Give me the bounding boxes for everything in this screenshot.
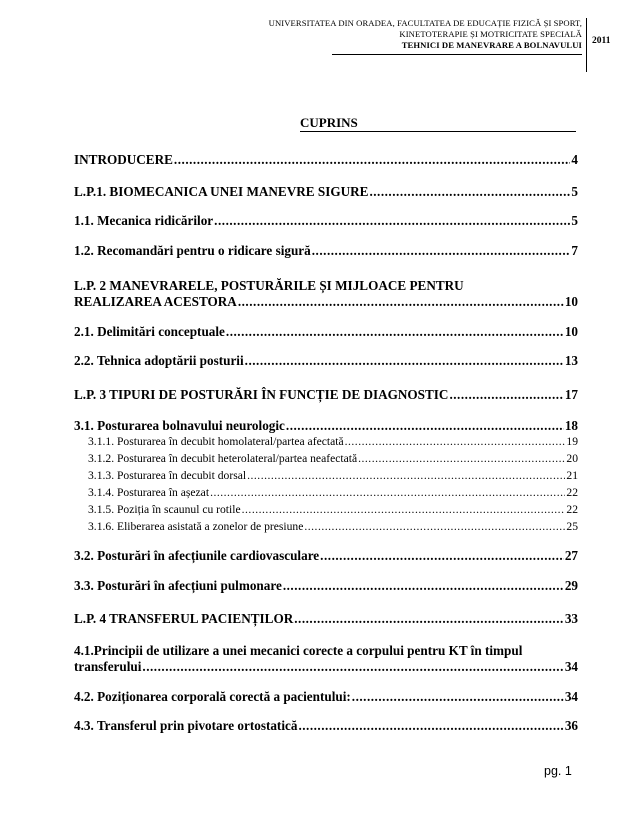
toc-entry-label: 3.1.2. Posturarea în decubit heterolateral/partea neafectată <box>88 452 358 465</box>
toc-leader-dots <box>174 152 570 168</box>
toc-leader-dots <box>210 486 565 500</box>
toc-leader-dots <box>352 689 564 705</box>
toc-entry-page: 4 <box>571 152 578 167</box>
toc-leader-dots <box>304 520 565 534</box>
toc-entry-1-2[interactable] <box>74 243 578 259</box>
toc-entry-label: INTRODUCERE <box>74 152 173 167</box>
toc-entry-2-2[interactable] <box>74 353 578 369</box>
toc-entry-3-1-2[interactable] <box>88 452 578 466</box>
toc-entry-page: 20 <box>566 452 578 465</box>
header-year-divider <box>586 18 587 72</box>
toc-entry-label: 3.1.6. Eliberarea asistată a zonelor de presiune <box>88 520 304 533</box>
toc-entry-4-3[interactable] <box>74 718 578 734</box>
header-line-1: UNIVERSITATEA DIN ORADEA, FACULTATEA DE EDUCAȚIE FIZICĂ ȘI SPORT, <box>268 18 582 28</box>
toc-entry-page: 34 <box>564 659 578 674</box>
toc-entry-3-1-5[interactable] <box>88 503 578 517</box>
toc-entry-3-1-6[interactable] <box>88 520 578 534</box>
toc-leader-dots <box>358 452 565 466</box>
toc-leader-dots <box>214 213 570 229</box>
toc-leader-dots <box>142 659 563 675</box>
toc-entry-label: 2.1. Delimitări conceptuale <box>74 324 225 339</box>
toc-entry-label-line1: 4.1.Principii de utilizare a unei mecanici corecte a corpului pentru KT în timpul <box>74 643 523 658</box>
toc-entry-page: 27 <box>564 548 578 563</box>
toc-entry-lp4[interactable] <box>74 611 578 627</box>
toc-entry-page: 29 <box>564 578 578 593</box>
toc-entry-page: 33 <box>564 611 578 626</box>
toc-entry-label: 3.1. Posturarea bolnavului neurologic <box>74 418 285 433</box>
header-year: 2011 <box>592 36 611 46</box>
toc-entry-label: 3.1.4. Posturarea în așezat <box>88 486 210 499</box>
toc-entry-label-line1: L.P. 2 MANEVRARELE, POSTURĂRILE ȘI MIJLOACE PENTRU <box>74 278 464 293</box>
toc-entry-page: 10 <box>564 294 578 309</box>
toc-entry-4-1[interactable] <box>74 643 578 677</box>
toc-entry-page: 13 <box>564 353 578 368</box>
toc-leader-dots <box>283 578 564 594</box>
toc-leader-dots <box>294 611 564 627</box>
toc-entry-page: 22 <box>566 486 578 499</box>
toc-entry-2-1[interactable] <box>74 324 578 340</box>
toc-entry-3-2[interactable] <box>74 548 578 564</box>
toc-entry-page: 34 <box>564 689 578 704</box>
toc-entry-page: 10 <box>564 324 578 339</box>
toc-entry-page: 18 <box>564 418 578 433</box>
toc-entry-3-1-3[interactable] <box>88 469 578 483</box>
toc-leader-dots <box>245 353 564 369</box>
toc-entry-lp1[interactable] <box>74 184 578 200</box>
toc-entry-label: L.P. 4 TRANSFERUL PACIENȚILOR <box>74 611 294 626</box>
toc-leader-dots <box>312 243 571 259</box>
toc-leader-dots <box>242 503 566 517</box>
toc-leader-dots <box>298 718 563 734</box>
toc-entry-label: 3.1.3. Posturarea în decubit dorsal <box>88 469 247 482</box>
toc-entry-3-1-1[interactable] <box>88 435 578 449</box>
toc-entry-3-1[interactable] <box>74 418 578 434</box>
toc-entry-label: 1.2. Recomandări pentru o ridicare sigură <box>74 243 311 258</box>
page-number: pg. 1 <box>544 764 572 778</box>
toc-entry-4-2[interactable] <box>74 689 578 705</box>
toc-leader-dots <box>238 294 564 310</box>
toc-entry-introducere[interactable] <box>74 152 578 168</box>
toc-entry-label: 1.1. Mecanica ridicărilor <box>74 213 214 228</box>
toc-leader-dots <box>345 435 566 449</box>
toc-entry-page: 36 <box>564 718 578 733</box>
toc-entry-page: 22 <box>566 503 578 516</box>
toc-entry-label: 4.2. Poziționarea corporală corectă a pacientului: <box>74 689 351 704</box>
toc-leader-dots <box>226 324 564 340</box>
toc-entry-page: 17 <box>564 387 578 402</box>
toc-entry-3-3[interactable] <box>74 578 578 594</box>
toc-leader-dots <box>369 184 570 200</box>
toc-entry-label: 3.1.1. Posturarea în decubit homolateral/partea afectată <box>88 435 344 448</box>
toc-entry-label-line2: REALIZAREA ACESTORA <box>74 294 237 309</box>
toc-entry-page: 25 <box>566 520 578 533</box>
header-line-3: TEHNICI DE MANEVRARE A BOLNAVULUI <box>401 40 582 50</box>
toc-entry-page: 19 <box>566 435 578 448</box>
toc-entry-page: 21 <box>566 469 578 482</box>
header-rule <box>332 54 582 55</box>
toc-entry-lp3[interactable] <box>74 387 578 403</box>
toc-entry-label: 3.1.5. Poziția în scaunul cu rotile <box>88 503 241 516</box>
toc-entry-page: 7 <box>571 243 578 258</box>
toc-entry-label: 3.3. Posturări în afecțiuni pulmonare <box>74 578 282 593</box>
page-title: CUPRINS <box>300 115 358 130</box>
toc-entry-lp2[interactable] <box>74 278 578 312</box>
toc-entry-label: L.P.1. BIOMECANICA UNEI MANEVRE SIGURE <box>74 184 369 199</box>
toc-entry-label: 2.2. Tehnica adoptării posturii <box>74 353 244 368</box>
header-line-2: KINETOTERAPIE ȘI MOTRICITATE SPECIALĂ <box>399 29 582 39</box>
toc-entry-page: 5 <box>571 213 578 228</box>
toc-entry-label-line2: transferului <box>74 659 142 674</box>
toc-leader-dots <box>247 469 565 483</box>
title-rule <box>300 131 576 132</box>
toc-leader-dots <box>320 548 564 564</box>
toc-entry-label: 3.2. Posturări în afecțiunile cardiovasculare <box>74 548 320 563</box>
toc-entry-label: L.P. 3 TIPURI DE POSTURĂRI ÎN FUNCȚIE DE DIAGNOSTIC <box>74 387 449 402</box>
toc-entry-3-1-4[interactable] <box>88 486 578 500</box>
toc-leader-dots <box>449 387 563 403</box>
toc-entry-page: 5 <box>571 184 578 199</box>
toc-entry-1-1[interactable] <box>74 213 578 229</box>
toc-entry-label: 4.3. Transferul prin pivotare ortostatică <box>74 718 298 733</box>
toc-leader-dots <box>286 418 564 434</box>
header-text <box>162 18 582 51</box>
